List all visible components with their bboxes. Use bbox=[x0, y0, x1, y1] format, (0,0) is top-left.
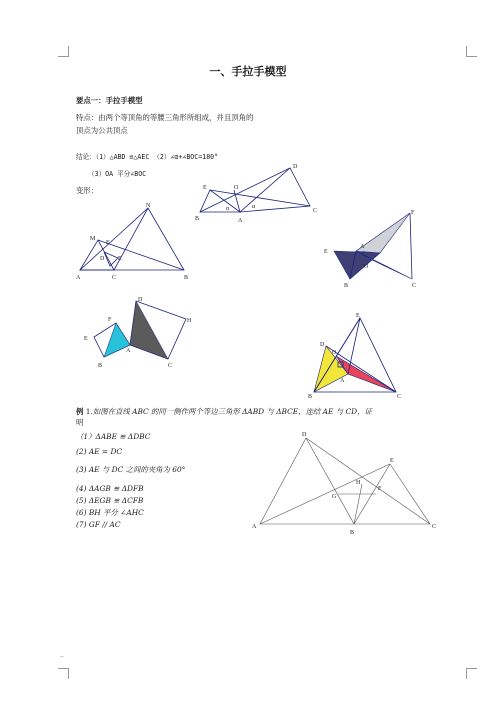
conclusion-line-2: （3）OA 平分∠BOC bbox=[88, 170, 147, 178]
feature-line-2: 顶点为公共顶点 bbox=[76, 126, 128, 135]
label-c: C bbox=[112, 275, 117, 281]
label-e: E bbox=[118, 256, 122, 262]
label-n: N bbox=[146, 203, 151, 209]
label-c: C bbox=[313, 208, 318, 214]
crop-mark-bottom-right bbox=[466, 668, 477, 679]
example-stem-line-1: 例 1.如图在直线 ABC 的同一侧作两个等边三角形 ΔABD 与 ΔBCE，连结 AE 与 CD，证 bbox=[76, 407, 372, 416]
label-f: F bbox=[411, 210, 415, 216]
label-b: B bbox=[195, 216, 200, 222]
label-c: C bbox=[397, 394, 402, 400]
conclusion-line-1: 结论：（1）△ABD ≌△AEC （2）∠α+∠BOC=180° bbox=[76, 153, 219, 161]
claim-2: (2) AE = DC bbox=[76, 447, 123, 456]
label-m: M bbox=[90, 236, 96, 242]
label-alpha-2: α bbox=[252, 204, 256, 210]
claim-4: (4) ΔAGB ≌ ΔDFB bbox=[76, 484, 144, 493]
label-a: A bbox=[360, 244, 365, 250]
triangle-abd bbox=[260, 438, 354, 524]
variants-label: 变形： bbox=[76, 186, 99, 195]
label-d: D bbox=[100, 256, 105, 262]
label-c: C bbox=[432, 524, 437, 530]
label-a: A bbox=[238, 218, 243, 224]
label-e: E bbox=[84, 336, 88, 342]
label-c: C bbox=[168, 363, 173, 369]
label-g: G bbox=[332, 494, 337, 500]
label-d: D bbox=[293, 164, 298, 170]
claim-7: (7) GF // AC bbox=[76, 520, 121, 529]
feature-line-1: 特点：由两个等顶角的等腰三角形所组成，并且顶角的 bbox=[76, 113, 254, 122]
footer-marker: .. bbox=[60, 652, 64, 659]
example-stem-line-2: 明 bbox=[76, 418, 84, 427]
label-a: A bbox=[76, 275, 81, 281]
crop-mark-top-left bbox=[58, 46, 69, 57]
figure-handshake-shaded-3 bbox=[308, 310, 408, 400]
label-b: B bbox=[184, 275, 189, 281]
label-f: F bbox=[378, 486, 382, 492]
figure-handshake-variant-a bbox=[74, 200, 194, 285]
keypoint-heading: 要点一：手拉手模型 bbox=[76, 96, 143, 105]
figure-example-1 bbox=[250, 428, 440, 538]
label-b: B bbox=[344, 283, 349, 289]
claim-3: (3) AE 与 DC 之间的夹角为 60° bbox=[76, 465, 186, 474]
label-a: A bbox=[252, 524, 257, 530]
label-e: E bbox=[390, 458, 394, 464]
label-h: H bbox=[187, 318, 192, 324]
label-e: E bbox=[356, 313, 360, 319]
claim-6: (6) BH 平分 ∠AHC bbox=[76, 508, 144, 517]
label-e: E bbox=[203, 185, 207, 191]
claim-5: (5) ΔEGB ≌ ΔCFB bbox=[76, 496, 144, 505]
label-f: F bbox=[108, 317, 112, 323]
label-d: D bbox=[138, 297, 143, 303]
page-title: 一、手拉手模型 bbox=[209, 65, 287, 78]
label-e: E bbox=[324, 249, 328, 255]
label-o: O bbox=[234, 185, 239, 191]
label-c: C bbox=[412, 283, 417, 289]
figure-handshake-shaded-2 bbox=[82, 295, 197, 375]
label-f: F bbox=[106, 240, 110, 246]
label-o: O bbox=[332, 350, 337, 356]
label-b: B bbox=[308, 394, 313, 400]
label-alpha-1: α bbox=[226, 206, 230, 212]
label-a: A bbox=[126, 348, 131, 354]
claim-1: （1）ΔABE ≌ ΔDBC bbox=[76, 432, 151, 441]
triangle-acd bbox=[240, 168, 310, 212]
crop-mark-bottom-left bbox=[58, 668, 69, 679]
figure-handshake-basic bbox=[190, 160, 320, 230]
triangle-abn bbox=[80, 208, 184, 270]
crop-mark-top-right bbox=[466, 46, 477, 57]
label-d: D bbox=[320, 342, 325, 348]
label-b: B bbox=[98, 363, 103, 369]
label-a: A bbox=[340, 378, 345, 384]
label-h: H bbox=[356, 480, 361, 486]
label-d: D bbox=[302, 432, 307, 438]
figure-handshake-shaded-1 bbox=[320, 205, 430, 290]
label-o: O bbox=[364, 264, 369, 270]
label-b: B bbox=[350, 530, 355, 536]
